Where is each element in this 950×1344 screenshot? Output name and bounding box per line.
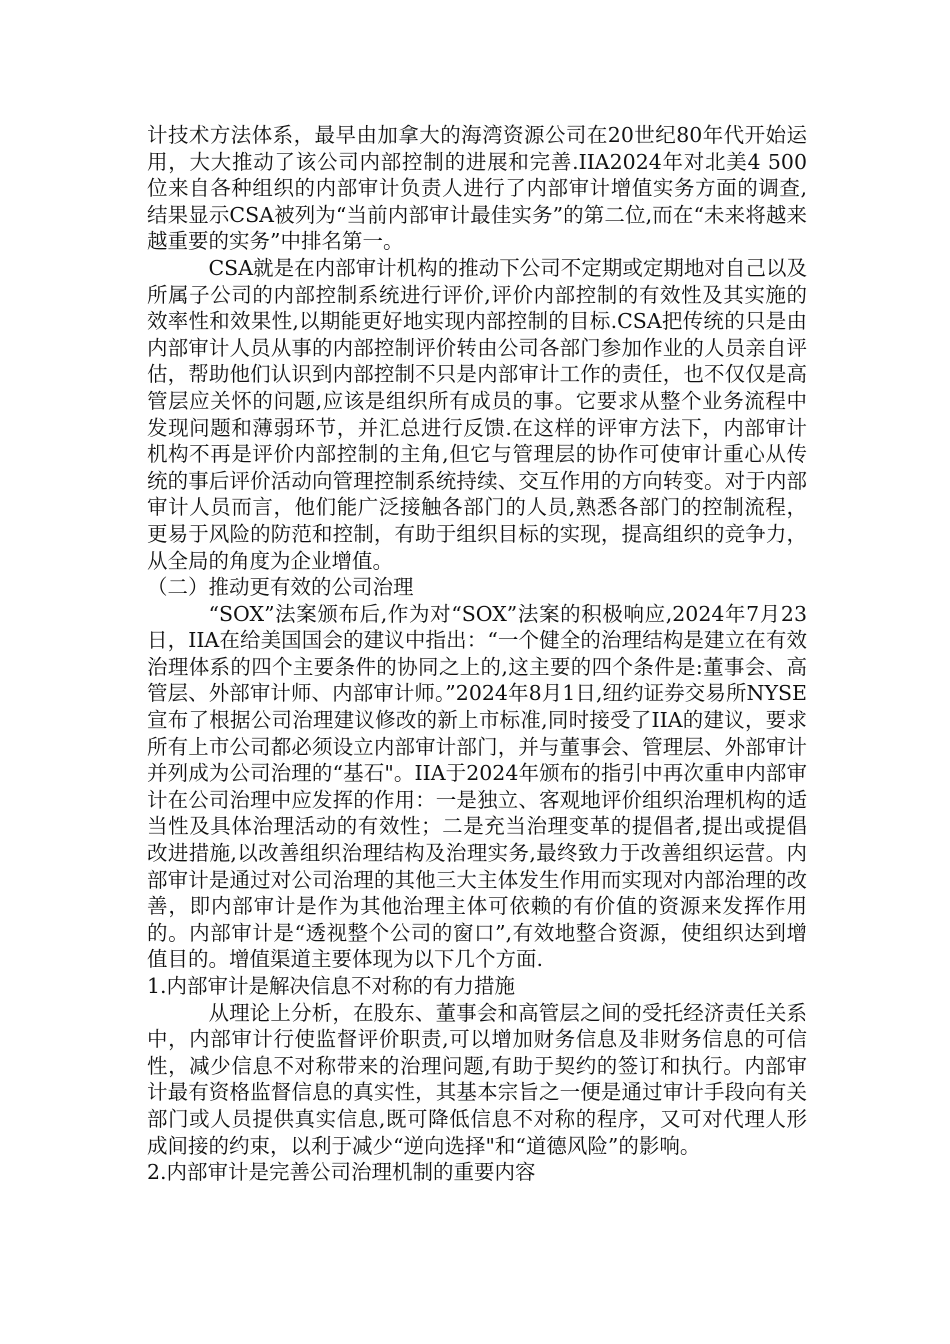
document-body: [147, 122, 807, 1186]
section-heading-corporate-governance: （二）推动更有效的公司治理: [147, 575, 414, 600]
paragraph-information-asymmetry: 从理论上分析，在股东、董事会和高管层之间的受托经济责任关系中，内部审计行使监督评价职责,可以增加财务信息及非财务信息的可信性，减少信息不对称带来的治理问题,有助于契约的签订和执行。内部审计最有资格监督信息的真实性，其基本宗旨之一便是通过审计手段向有关部门或人员提供真实信息,既可降低信息不对称的程序，又可对代理人形成间接的约束，以利于减少“逆向选择"和“道德风险”的影响。: [147, 1000, 807, 1158]
paragraph-csa-origin: 计技术方法体系，最早由加拿大的海湾资源公司在20世纪80年代开始运用，大大推动了该公司内部控制的进展和完善.IIA2024年对北美4 500位来自各种组织的内部审计负责人进行了内部审计增值实务方面的调查,结果显示CSA被列为“当前内部审计最佳实务”的第二位,而在“未来将越来越重要的实务”中排名第一。: [147, 123, 807, 254]
subheading-information-asymmetry: 1.内部审计是解决信息不对称的有力措施: [147, 974, 516, 998]
paragraph-csa-definition: CSA就是在内部审计机构的推动下公司不定期或定期地对自己以及所属子公司的内部控制系统进行评价,评价内部控制的有效性及其实施的效率性和效果性,以期能更好地实现内部控制的目标.CSA把传统的只是由内部审计人员从事的内部控制评价转由公司各部门参加作业的人员亲自评估，帮助他们认识到内部控制不只是内部审计工作的责任，也不仅仅是高管层应关怀的问题,应该是组织所有成员的事。它要求从整个业务流程中发现问题和薄弱环节，并汇总进行反馈.在这样的评审方法下，内部审计机构不再是评价内部控制的主角,但它与管理层的协作可使审计重心从传统的事后评价活动向管理控制系统持续、交互作用的方向转变。对于内部审计人员而言，他们能广泛接触各部门的人员,熟悉各部门的控制流程，更易于风险的防范和控制，有助于组织目标的实现，提高组织的竞争力，从全局的角度为企业增值。: [147, 255, 807, 573]
paragraph-sox-response: “SOX”法案颁布后,作为对“SOX”法案的积极响应,2024年7月23日，IIA在给美国国会的建议中指出：“一个健全的治理结构是建立在有效治理体系的四个主要条件的协同之上的,这主要的四个条件是:董事会、高管层、外部审计师、内部审计师。”2024年8月1日,纽约证券交易所NYSE宣布了根据公司治理建议修改的新上市标准,同时接受了IIA的建议，要求所有上市公司都必须设立内部审计部门，并与董事会、管理层、外部审计并列成为公司治理的“基石"。IIA于2024年颁布的指引中再次重申内部审计在公司治理中应发挥的作用：一是独立、客观地评价组织治理机构的适当性及具体治理活动的有效性；二是充当治理变革的提倡者,提出或提倡改进措施,以改善组织治理结构及治理实务,最终致力于改善组织运营。内部审计是通过对公司治理的其他三大主体发生作用而实现对内部治理的改善，即内部审计是作为其他治理主体可依赖的有价值的资源来发挥作用的。内部审计是“透视整个公司的窗口”,有效地整合资源，使组织达到增值目的。增值渠道主要体现为以下几个方面.: [147, 601, 807, 972]
subheading-governance-mechanism: 2.内部审计是完善公司治理机制的重要内容: [147, 1160, 536, 1185]
